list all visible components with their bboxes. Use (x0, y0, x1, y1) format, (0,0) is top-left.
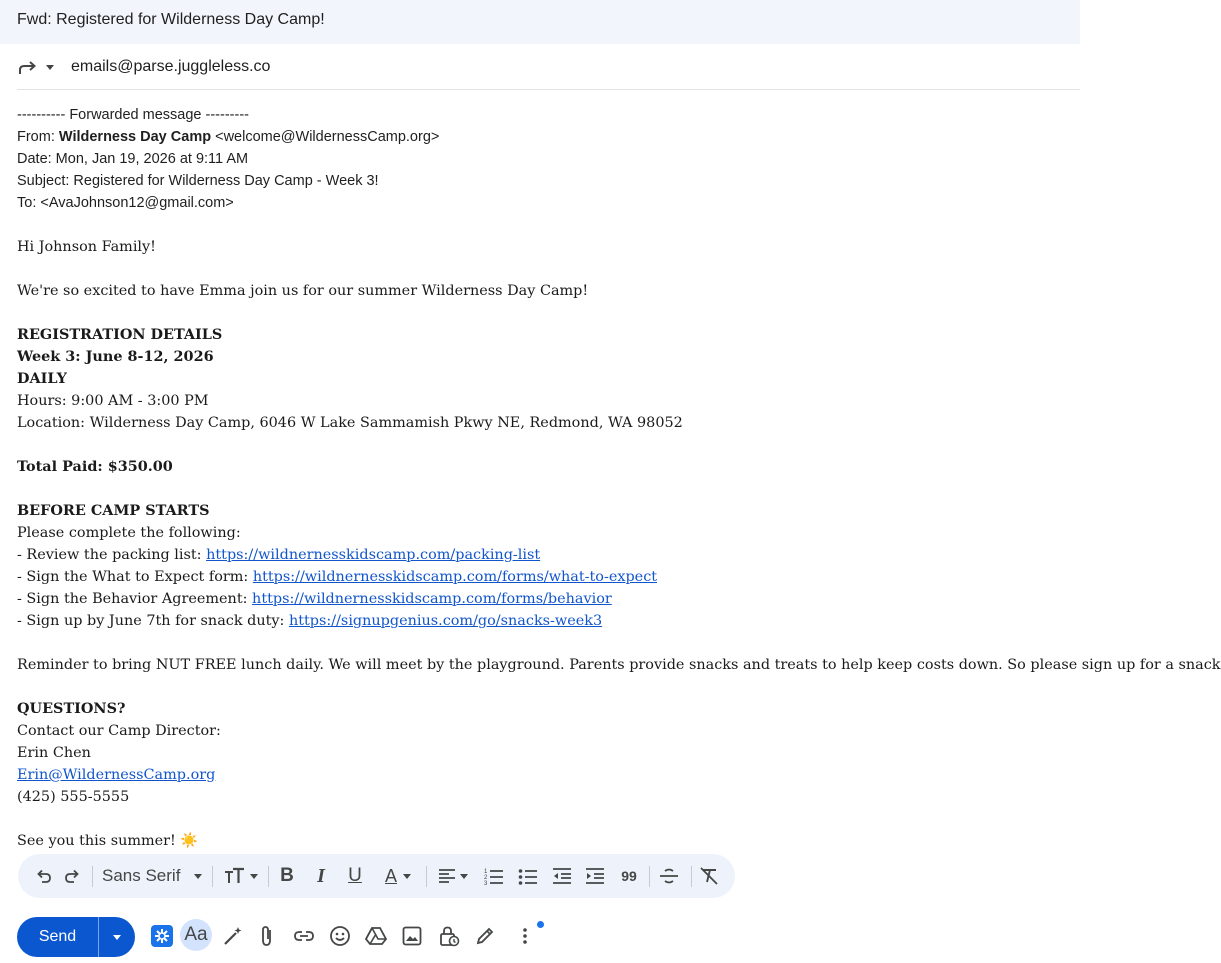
send-options-chevron-icon[interactable] (99, 917, 135, 957)
compose-title: Fwd: Registered for Wilderness Day Camp! (17, 11, 325, 28)
recipient-address[interactable]: emails@parse.juggleless.co (71, 58, 271, 75)
date-line: Date: Mon, Jan 19, 2026 at 9:11 AM (17, 151, 249, 167)
reminder-text: Reminder to bring NUT FREE lunch daily. We will meet by the playground. Parents provide snacks and treats to help keep costs down. So please sign up for a snack (17, 657, 1221, 673)
director-phone: (425) 555-5555 (17, 789, 130, 805)
task-behavior: - Sign the Behavior Agreement: https://wildnernesskidscamp.com/forms/behavior (17, 591, 612, 607)
from-name: Wilderness Day Camp (58, 129, 212, 145)
svg-text:2: 2 (484, 875, 488, 881)
packing-list-link[interactable]: https://wildnernesskidscamp.com/packing-list (206, 547, 541, 563)
from-label: From: (17, 129, 59, 145)
confidential-mode-icon[interactable] (436, 923, 462, 949)
before-heading: BEFORE CAMP STARTS (17, 502, 210, 519)
more-options-icon[interactable] (512, 923, 538, 949)
smart-compose-icon[interactable] (149, 923, 175, 949)
drive-icon[interactable] (363, 923, 389, 949)
emoji-icon[interactable] (327, 923, 353, 949)
before-intro: Please complete the following: (17, 525, 241, 541)
director-email-line (17, 764, 1080, 786)
location-line: Location: Wilderness Day Camp, 6046 W Lake Sammamish Pkwy NE, Redmond, WA 98052 (17, 415, 683, 431)
chevron-down-icon (194, 874, 202, 879)
bold-icon[interactable]: B (280, 865, 294, 886)
text-color-icon[interactable]: A (378, 865, 418, 887)
behavior-link[interactable]: https://wildnernesskidscamp.com/forms/behavior (252, 591, 612, 607)
photo-icon[interactable] (399, 923, 425, 949)
snack-signup-link[interactable]: https://signupgenius.com/go/snacks-week3 (288, 613, 603, 629)
quote-icon[interactable]: 99 (621, 868, 637, 884)
task-packing-list: - Review the packing list: https://wildnernesskidscamp.com/packing-list (17, 547, 541, 563)
align-icon[interactable] (434, 865, 472, 887)
redo-icon[interactable] (61, 865, 83, 887)
chevron-down-icon[interactable] (46, 65, 54, 70)
contact-intro: Contact our Camp Director: (17, 723, 221, 739)
underline-icon[interactable]: U (348, 865, 362, 886)
send-button-group[interactable] (17, 917, 135, 957)
formatting-options-icon[interactable]: Aa (180, 919, 212, 951)
forward-arrow-icon[interactable] (17, 59, 39, 77)
questions-heading: QUESTIONS? (17, 700, 126, 717)
compose-actions-bar (0, 905, 1080, 963)
link-icon[interactable] (291, 923, 317, 949)
task-expect-form: - Sign the What to Expect form: https://wildnernesskidscamp.com/forms/what-to-expect (17, 569, 658, 585)
to-line: To: <AvaJohnson12@gmail.com> (17, 195, 234, 211)
signoff: See you this summer! ☀️ (17, 833, 199, 849)
forwarded-separator: ---------- Forwarded message --------- (17, 107, 249, 123)
svg-text:3: 3 (484, 881, 488, 887)
signature-icon[interactable] (472, 923, 498, 949)
font-name: Sans Serif (102, 866, 181, 885)
task-snack-duty: - Sign up by June 7th for snack duty: https://signupgenius.com/go/snacks-week3 (17, 613, 603, 629)
director-name: Erin Chen (17, 745, 91, 761)
numbered-list-icon[interactable] (484, 865, 504, 887)
font-family-dropdown[interactable] (102, 865, 208, 887)
strikethrough-icon[interactable] (658, 865, 680, 887)
remove-formatting-icon[interactable] (698, 865, 720, 887)
subject-line: Subject: Registered for Wilderness Day Camp - Week 3! (17, 173, 379, 189)
attach-icon[interactable] (254, 923, 280, 949)
total-paid: Total Paid: $350.00 (17, 458, 173, 475)
greeting: Hi Johnson Family! (17, 239, 156, 255)
font-size-icon[interactable] (221, 865, 261, 887)
bulleted-list-icon[interactable] (518, 865, 538, 887)
italic-icon[interactable]: I (317, 864, 325, 887)
from-email: <welcome@WildernessCamp.org> (211, 129, 440, 145)
registration-heading: REGISTRATION DETAILS (17, 326, 223, 343)
schedule-line: DAILY (17, 370, 67, 387)
compose-title-bar (0, 0, 1080, 44)
expect-form-link[interactable]: https://wildnernesskidscamp.com/forms/what-to-expect (252, 569, 658, 585)
director-email-link[interactable]: Erin@WildernessCamp.org (17, 767, 216, 783)
send-button[interactable]: Send (38, 928, 77, 945)
message-body[interactable] (17, 104, 1221, 852)
help-me-write-icon[interactable] (220, 923, 246, 949)
undo-icon[interactable] (33, 865, 55, 887)
indent-less-icon[interactable] (552, 865, 572, 887)
hours-line: Hours: 9:00 AM - 3:00 PM (17, 393, 209, 409)
intro-text: We're so excited to have Emma join us for our summer Wilderness Day Camp! (17, 283, 589, 299)
indent-more-icon[interactable] (585, 865, 605, 887)
header-divider (17, 89, 1080, 90)
week-line: Week 3: June 8-12, 2026 (17, 348, 214, 365)
formatting-toolbar (18, 854, 735, 898)
from-line (17, 126, 1080, 148)
notification-dot (537, 921, 544, 928)
recipients-row[interactable] (0, 44, 1080, 90)
svg-text:1: 1 (484, 869, 488, 875)
